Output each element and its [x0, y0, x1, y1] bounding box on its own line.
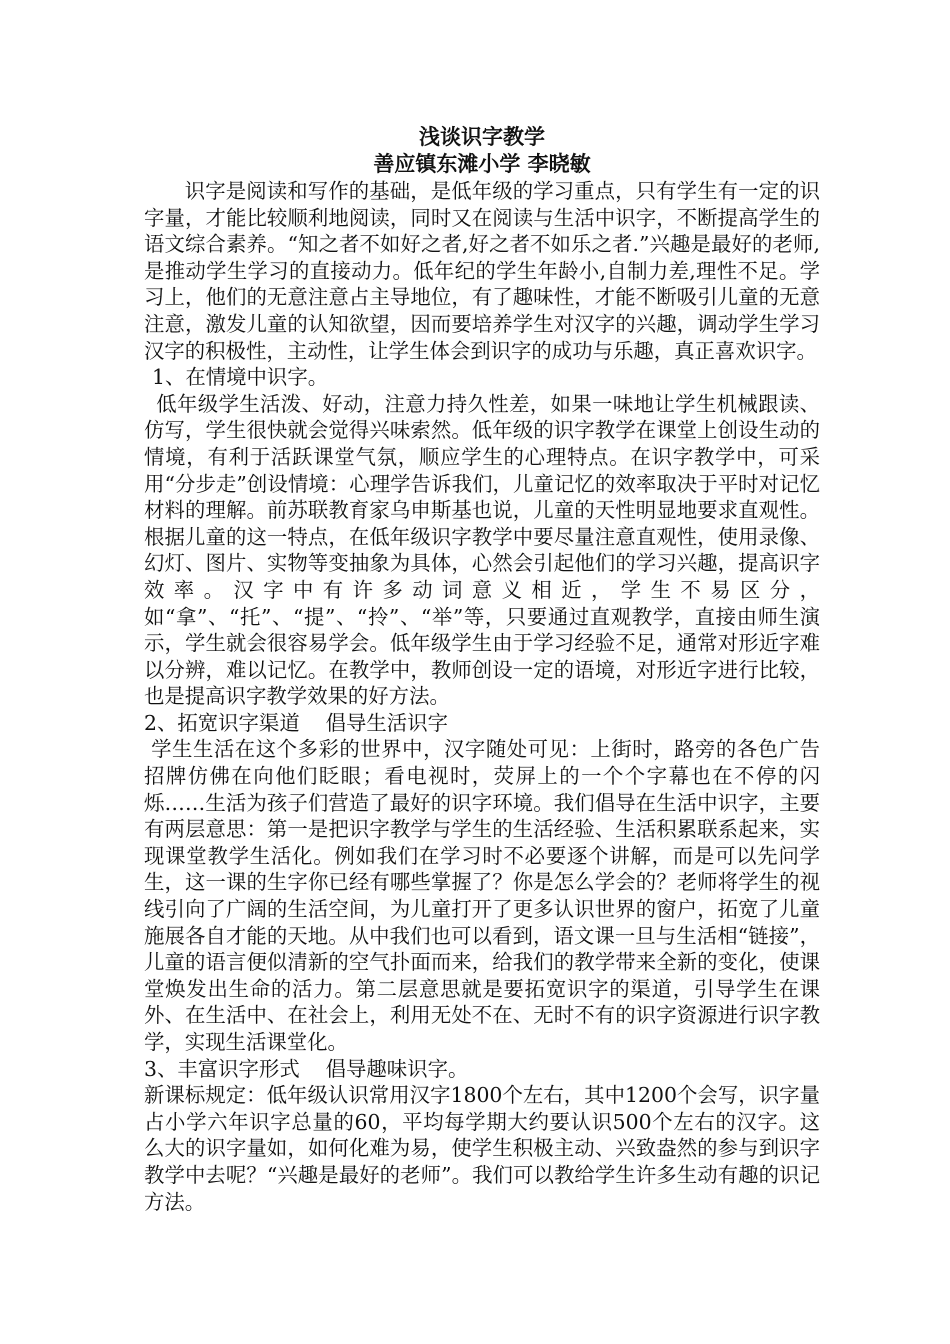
section-heading-2: 2、拓宽识字渠道 倡导生活识字	[144, 710, 448, 735]
section-body-1: 低年级学生活泼、好动，注意力持久性差，如果一味地让学生机械跟读、仿写，学生很快就会觉得兴味索然。低年级的识字教学在课堂上创设生动的情境，有利于活跃课堂气氛，顺应学生的心理特点。在识字教学中，可采用“分步走”创设情境：心理学告诉我们，儿童记忆的效率取决于平时对记忆材料的理解。前苏联教育家乌申斯基也说，儿童的天性明显地要求直观性。根据儿童的这一特点，在低年级识字教学中要尽量注意直观性，使用录像、幻灯、图片、实物等变抽象为具体，心然会引起他们的学习兴趣，提高识字效率。汉字中有许多动词意义相近，学生不易区分，如“拿”、“托”、“提”、“拎”、“举”等，只要通过直观教学，直接由师生演示，学生就会很容易学会。低年级学生由于学习经验不足，通常对形近字难以分辨，难以记忆。在教学中，教师创设一定的语境，对形近字进行比较，也是提高识字教学效果的好方法。	[144, 391, 820, 709]
section-heading-3: 3、丰富识字形式 倡导趣味识字。	[144, 1056, 469, 1081]
section-body-2: 学生生活在这个多彩的世界中，汉字随处可见：上街时，路旁的各色广告招牌仿佛在向他们眨眼；看电视时，荧屏上的一个个字幕也在不停的闪烁……生活为孩子们营造了最好的识字环境。我们倡导在生活中识字，主要有两层意思：第一是把识字教学与学生的生活经验、生活积累联系起来，实现课堂教学生活化。例如我们在学习时不必要逐个讲解，而是可以先问学生，这一课的生字你已经有哪些掌握了？你是怎么学会的？老师将学生的视线引向了广阔的生活空间，为儿童打开了更多认识世界的窗户，拓宽了儿童施展各自才能的天地。从中我们也可以看到，语文课一旦与生活相“链接”，儿童的语言便似清新的空气扑面而来，给我们的教学带来全新的变化，使课堂焕发出生命的活力。第二层意思就是要拓宽识字的渠道，引导学生在课外、在生活中、在社会上，利用无处不在、无时不有的识字资源进行识字教学，实现生活课堂化。	[144, 737, 820, 1054]
document-title: 浅谈识字教学	[419, 124, 545, 149]
intro-paragraph: 识字是阅读和写作的基础，是低年级的学习重点，只有学生有一定的识字量，才能比较顺利地阅读，同时又在阅读与生活中识字，不断提高学生的语文综合素养。“知之者不如好之者,好之者不如乐之者.”兴趣是最好的老师,是推动学生学习的直接动力。低年纪的学生年龄小,自制力差,理性不足。学习上，他们的无意注意占主导地位，有了趣味性，才能不断吸引儿童的无意注意，激发儿童的认知欲望，因而要培养学生对汉字的兴趣，调动学生学习汉字的积极性，主动性，让学生体会到识字的成功与乐趣，真正喜欢识字。	[144, 179, 820, 363]
document-author-line: 善应镇东滩小学 李晓敏	[373, 151, 591, 176]
section-heading-1: 1、在情境中识字。	[152, 365, 329, 390]
document-page	[144, 123, 820, 1215]
section-body-3: 新课标规定：低年级认识常用汉字1800个左右，其中1200个会写，识字量占小学六年识字总量的60，平均每学期大约要认识500个左右的汉字。这么大的识字量如，如何化难为易，使学生积极主动、兴致盎然的参与到识字教学中去呢？“兴趣是最好的老师”。我们可以教给学生许多生动有趣的识记方法。	[144, 1083, 820, 1214]
